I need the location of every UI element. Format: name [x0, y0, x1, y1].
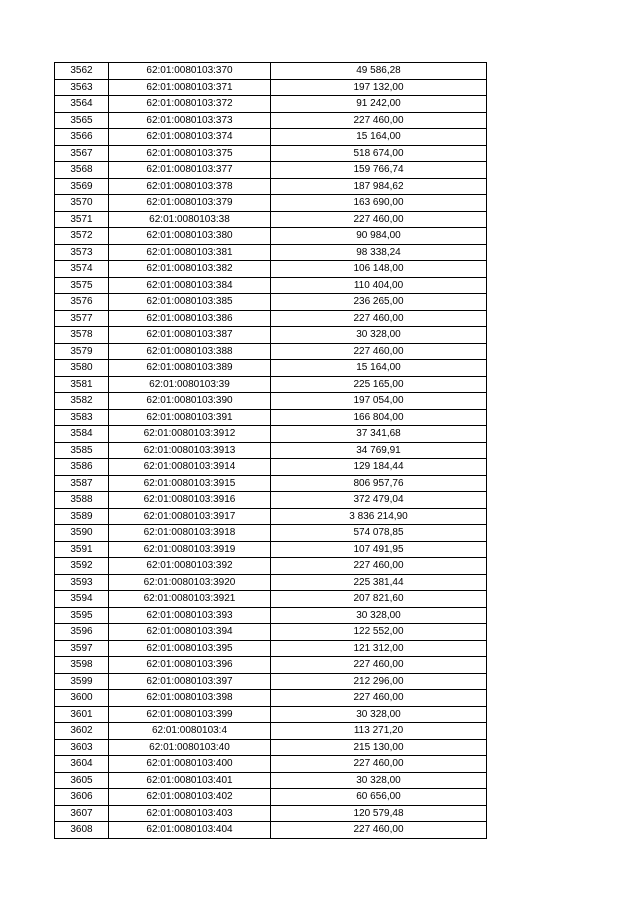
cadastral-value-cell: 187 984,62 [271, 178, 487, 195]
cadastral-number-cell: 62:01:0080103:3912 [109, 426, 271, 443]
row-number-cell: 3596 [55, 624, 109, 641]
cadastral-number-cell: 62:01:0080103:3920 [109, 574, 271, 591]
table-row [55, 772, 487, 789]
cadastral-value-cell: 3 836 214,90 [271, 508, 487, 525]
cadastral-value-cell: 34 769,91 [271, 442, 487, 459]
row-number-cell: 3600 [55, 690, 109, 707]
table-row [55, 723, 487, 740]
cadastral-value-table [54, 62, 487, 839]
row-number-cell: 3598 [55, 657, 109, 674]
cadastral-number-cell: 62:01:0080103:404 [109, 822, 271, 839]
row-number-cell: 3602 [55, 723, 109, 740]
cadastral-value-cell: 37 341,68 [271, 426, 487, 443]
row-number-cell: 3569 [55, 178, 109, 195]
cadastral-value-cell: 518 674,00 [271, 145, 487, 162]
cadastral-value-cell: 30 328,00 [271, 607, 487, 624]
cadastral-value-cell: 227 460,00 [271, 690, 487, 707]
table-row [55, 343, 487, 360]
table-row [55, 591, 487, 608]
table-row [55, 492, 487, 509]
table-row [55, 376, 487, 393]
table-row [55, 360, 487, 377]
cadastral-value-cell: 49 586,28 [271, 63, 487, 80]
cadastral-value-cell: 197 054,00 [271, 393, 487, 410]
cadastral-value-cell: 107 491,95 [271, 541, 487, 558]
cadastral-number-cell: 62:01:0080103:384 [109, 277, 271, 294]
cadastral-number-cell: 62:01:0080103:386 [109, 310, 271, 327]
table-row [55, 525, 487, 542]
cadastral-value-cell: 106 148,00 [271, 261, 487, 278]
cadastral-value-cell: 574 078,85 [271, 525, 487, 542]
cadastral-value-cell: 225 381,44 [271, 574, 487, 591]
table-body [55, 63, 487, 839]
table-row [55, 541, 487, 558]
table-row [55, 607, 487, 624]
table-row [55, 327, 487, 344]
row-number-cell: 3573 [55, 244, 109, 261]
table-row [55, 244, 487, 261]
cadastral-value-cell: 90 984,00 [271, 228, 487, 245]
cadastral-number-cell: 62:01:0080103:4 [109, 723, 271, 740]
cadastral-value-cell: 227 460,00 [271, 112, 487, 129]
cadastral-number-cell: 62:01:0080103:380 [109, 228, 271, 245]
row-number-cell: 3591 [55, 541, 109, 558]
cadastral-number-cell: 62:01:0080103:393 [109, 607, 271, 624]
table-row [55, 63, 487, 80]
cadastral-number-cell: 62:01:0080103:385 [109, 294, 271, 311]
cadastral-number-cell: 62:01:0080103:374 [109, 129, 271, 146]
table-row [55, 640, 487, 657]
cadastral-number-cell: 62:01:0080103:402 [109, 789, 271, 806]
row-number-cell: 3589 [55, 508, 109, 525]
table-row [55, 228, 487, 245]
cadastral-number-cell: 62:01:0080103:394 [109, 624, 271, 641]
cadastral-number-cell: 62:01:0080103:381 [109, 244, 271, 261]
table-row [55, 822, 487, 839]
cadastral-number-cell: 62:01:0080103:3915 [109, 475, 271, 492]
cadastral-value-cell: 120 579,48 [271, 805, 487, 822]
table-row [55, 673, 487, 690]
cadastral-value-cell: 163 690,00 [271, 195, 487, 212]
cadastral-number-cell: 62:01:0080103:3917 [109, 508, 271, 525]
row-number-cell: 3599 [55, 673, 109, 690]
cadastral-number-cell: 62:01:0080103:3918 [109, 525, 271, 542]
table-row [55, 178, 487, 195]
row-number-cell: 3595 [55, 607, 109, 624]
cadastral-number-cell: 62:01:0080103:396 [109, 657, 271, 674]
cadastral-number-cell: 62:01:0080103:389 [109, 360, 271, 377]
row-number-cell: 3571 [55, 211, 109, 228]
row-number-cell: 3586 [55, 459, 109, 476]
table-row [55, 129, 487, 146]
cadastral-number-cell: 62:01:0080103:397 [109, 673, 271, 690]
row-number-cell: 3607 [55, 805, 109, 822]
table-row [55, 211, 487, 228]
row-number-cell: 3597 [55, 640, 109, 657]
cadastral-number-cell: 62:01:0080103:377 [109, 162, 271, 179]
row-number-cell: 3567 [55, 145, 109, 162]
cadastral-number-cell: 62:01:0080103:387 [109, 327, 271, 344]
cadastral-number-cell: 62:01:0080103:3914 [109, 459, 271, 476]
row-number-cell: 3562 [55, 63, 109, 80]
cadastral-number-cell: 62:01:0080103:378 [109, 178, 271, 195]
table-row [55, 624, 487, 641]
row-number-cell: 3566 [55, 129, 109, 146]
table-row [55, 426, 487, 443]
table-row [55, 508, 487, 525]
cadastral-value-cell: 197 132,00 [271, 79, 487, 96]
cadastral-value-cell: 15 164,00 [271, 360, 487, 377]
cadastral-number-cell: 62:01:0080103:3916 [109, 492, 271, 509]
cadastral-number-cell: 62:01:0080103:395 [109, 640, 271, 657]
cadastral-number-cell: 62:01:0080103:398 [109, 690, 271, 707]
cadastral-number-cell: 62:01:0080103:390 [109, 393, 271, 410]
table-row [55, 739, 487, 756]
table-row [55, 574, 487, 591]
row-number-cell: 3590 [55, 525, 109, 542]
row-number-cell: 3601 [55, 706, 109, 723]
row-number-cell: 3585 [55, 442, 109, 459]
cadastral-value-cell: 121 312,00 [271, 640, 487, 657]
table-row [55, 459, 487, 476]
row-number-cell: 3580 [55, 360, 109, 377]
table-row [55, 393, 487, 410]
cadastral-number-cell: 62:01:0080103:400 [109, 756, 271, 773]
cadastral-value-cell: 212 296,00 [271, 673, 487, 690]
row-number-cell: 3583 [55, 409, 109, 426]
cadastral-number-cell: 62:01:0080103:3913 [109, 442, 271, 459]
table-row [55, 475, 487, 492]
cadastral-value-cell: 806 957,76 [271, 475, 487, 492]
cadastral-value-cell: 236 265,00 [271, 294, 487, 311]
cadastral-number-cell: 62:01:0080103:379 [109, 195, 271, 212]
table-row [55, 657, 487, 674]
cadastral-value-cell: 159 766,74 [271, 162, 487, 179]
cadastral-value-cell: 166 804,00 [271, 409, 487, 426]
cadastral-value-cell: 227 460,00 [271, 822, 487, 839]
table-row [55, 558, 487, 575]
row-number-cell: 3579 [55, 343, 109, 360]
row-number-cell: 3592 [55, 558, 109, 575]
row-number-cell: 3605 [55, 772, 109, 789]
table-row [55, 79, 487, 96]
table-row [55, 294, 487, 311]
table-row [55, 442, 487, 459]
cadastral-value-cell: 372 479,04 [271, 492, 487, 509]
cadastral-number-cell: 62:01:0080103:391 [109, 409, 271, 426]
table-row [55, 706, 487, 723]
row-number-cell: 3565 [55, 112, 109, 129]
row-number-cell: 3568 [55, 162, 109, 179]
table-row [55, 112, 487, 129]
cadastral-value-cell: 215 130,00 [271, 739, 487, 756]
table-row [55, 310, 487, 327]
cadastral-value-cell: 227 460,00 [271, 558, 487, 575]
cadastral-value-cell: 207 821,60 [271, 591, 487, 608]
row-number-cell: 3593 [55, 574, 109, 591]
cadastral-value-cell: 30 328,00 [271, 706, 487, 723]
cadastral-value-cell: 60 656,00 [271, 789, 487, 806]
cadastral-number-cell: 62:01:0080103:372 [109, 96, 271, 113]
row-number-cell: 3608 [55, 822, 109, 839]
cadastral-value-cell: 110 404,00 [271, 277, 487, 294]
cadastral-number-cell: 62:01:0080103:3919 [109, 541, 271, 558]
row-number-cell: 3576 [55, 294, 109, 311]
cadastral-value-cell: 227 460,00 [271, 657, 487, 674]
row-number-cell: 3578 [55, 327, 109, 344]
table-row [55, 277, 487, 294]
table-row [55, 805, 487, 822]
cadastral-value-cell: 15 164,00 [271, 129, 487, 146]
cadastral-value-cell: 227 460,00 [271, 211, 487, 228]
table-row [55, 789, 487, 806]
cadastral-number-cell: 62:01:0080103:373 [109, 112, 271, 129]
cadastral-number-cell: 62:01:0080103:382 [109, 261, 271, 278]
cadastral-value-cell: 113 271,20 [271, 723, 487, 740]
row-number-cell: 3588 [55, 492, 109, 509]
cadastral-number-cell: 62:01:0080103:401 [109, 772, 271, 789]
cadastral-number-cell: 62:01:0080103:370 [109, 63, 271, 80]
row-number-cell: 3572 [55, 228, 109, 245]
row-number-cell: 3582 [55, 393, 109, 410]
table-row [55, 690, 487, 707]
table-row [55, 96, 487, 113]
table-row [55, 409, 487, 426]
row-number-cell: 3584 [55, 426, 109, 443]
cadastral-number-cell: 62:01:0080103:399 [109, 706, 271, 723]
cadastral-number-cell: 62:01:0080103:38 [109, 211, 271, 228]
cadastral-number-cell: 62:01:0080103:40 [109, 739, 271, 756]
row-number-cell: 3603 [55, 739, 109, 756]
row-number-cell: 3564 [55, 96, 109, 113]
table-row [55, 756, 487, 773]
cadastral-number-cell: 62:01:0080103:39 [109, 376, 271, 393]
cadastral-value-cell: 225 165,00 [271, 376, 487, 393]
cadastral-value-cell: 227 460,00 [271, 756, 487, 773]
row-number-cell: 3581 [55, 376, 109, 393]
cadastral-value-cell: 122 552,00 [271, 624, 487, 641]
cadastral-number-cell: 62:01:0080103:3921 [109, 591, 271, 608]
row-number-cell: 3575 [55, 277, 109, 294]
row-number-cell: 3570 [55, 195, 109, 212]
table-row [55, 195, 487, 212]
table-row [55, 145, 487, 162]
table-row [55, 162, 487, 179]
row-number-cell: 3574 [55, 261, 109, 278]
cadastral-value-cell: 30 328,00 [271, 772, 487, 789]
cadastral-value-cell: 91 242,00 [271, 96, 487, 113]
cadastral-value-cell: 227 460,00 [271, 310, 487, 327]
row-number-cell: 3563 [55, 79, 109, 96]
row-number-cell: 3577 [55, 310, 109, 327]
cadastral-number-cell: 62:01:0080103:375 [109, 145, 271, 162]
row-number-cell: 3594 [55, 591, 109, 608]
cadastral-number-cell: 62:01:0080103:388 [109, 343, 271, 360]
cadastral-value-cell: 227 460,00 [271, 343, 487, 360]
cadastral-value-cell: 30 328,00 [271, 327, 487, 344]
row-number-cell: 3606 [55, 789, 109, 806]
table-row [55, 261, 487, 278]
cadastral-number-cell: 62:01:0080103:392 [109, 558, 271, 575]
row-number-cell: 3587 [55, 475, 109, 492]
cadastral-number-cell: 62:01:0080103:371 [109, 79, 271, 96]
cadastral-value-cell: 129 184,44 [271, 459, 487, 476]
row-number-cell: 3604 [55, 756, 109, 773]
cadastral-value-cell: 98 338,24 [271, 244, 487, 261]
cadastral-number-cell: 62:01:0080103:403 [109, 805, 271, 822]
